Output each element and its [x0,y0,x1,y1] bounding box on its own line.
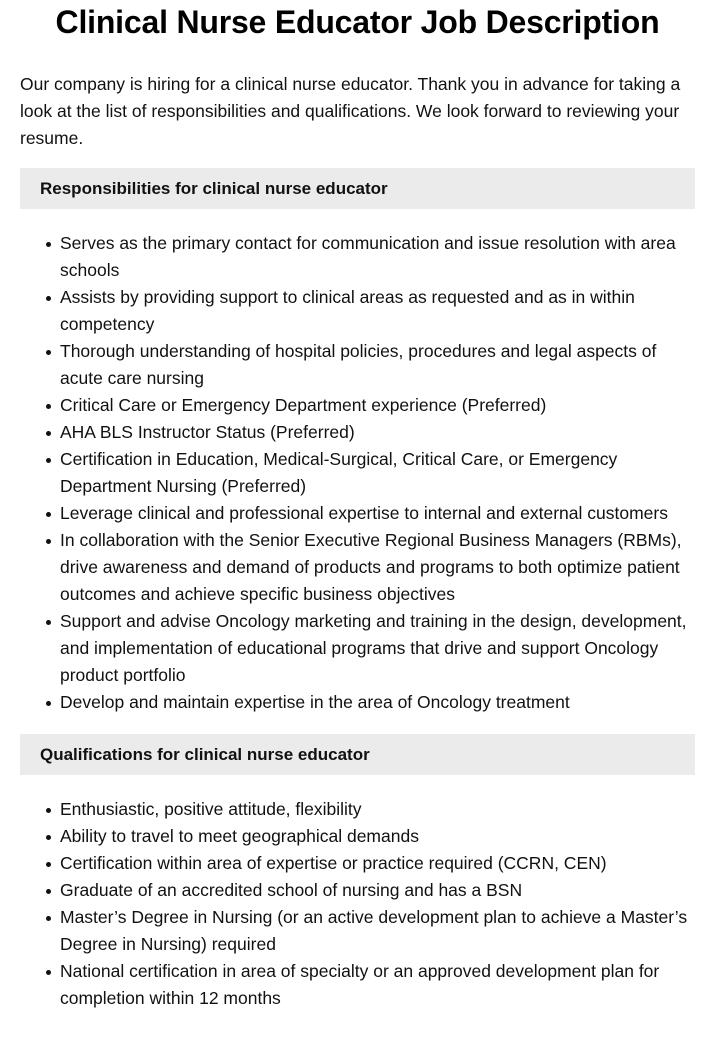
list-item: Enthusiastic, positive attitude, flexibility [60,796,695,823]
responsibilities-header: Responsibilities for clinical nurse educator [20,168,695,209]
list-item: In collaboration with the Senior Executive Regional Business Managers (RBMs), drive awareness and demand of products and programs to both optimize patient outcomes and achieve specific business objectives [60,527,695,608]
list-item: Develop and maintain expertise in the area of Oncology treatment [60,689,695,716]
qualifications-header: Qualifications for clinical nurse educator [20,734,695,775]
list-item: AHA BLS Instructor Status (Preferred) [60,419,695,446]
list-item: Assists by providing support to clinical areas as requested and as in within competency [60,284,695,338]
qualifications-list [20,796,695,1012]
list-item: Certification within area of expertise or practice required (CCRN, CEN) [60,850,695,877]
list-item: Ability to travel to meet geographical demands [60,823,695,850]
list-item: Thorough understanding of hospital policies, procedures and legal aspects of acute care nursing [60,338,695,392]
list-item: Critical Care or Emergency Department experience (Preferred) [60,392,695,419]
list-item: Support and advise Oncology marketing and training in the design, development, and implementation of educational programs that drive and support Oncology product portfolio [60,608,695,689]
list-item: Graduate of an accredited school of nursing and has a BSN [60,877,695,904]
list-item: National certification in area of specialty or an approved development plan for completion within 12 months [60,958,695,1012]
list-item: Serves as the primary contact for communication and issue resolution with area schools [60,230,695,284]
list-item: Leverage clinical and professional expertise to internal and external customers [60,500,695,527]
list-item: Certification in Education, Medical-Surgical, Critical Care, or Emergency Department Nursing (Preferred) [60,446,695,500]
page-title: Clinical Nurse Educator Job Description [55,4,660,40]
responsibilities-list [20,230,695,716]
intro-paragraph: Our company is hiring for a clinical nurse educator. Thank you in advance for taking a look at the list of responsibilities and qualifications. We look forward to reviewing your resume. [20,74,681,148]
list-item: Master’s Degree in Nursing (or an active development plan to achieve a Master’s Degree in Nursing) required [60,904,695,958]
